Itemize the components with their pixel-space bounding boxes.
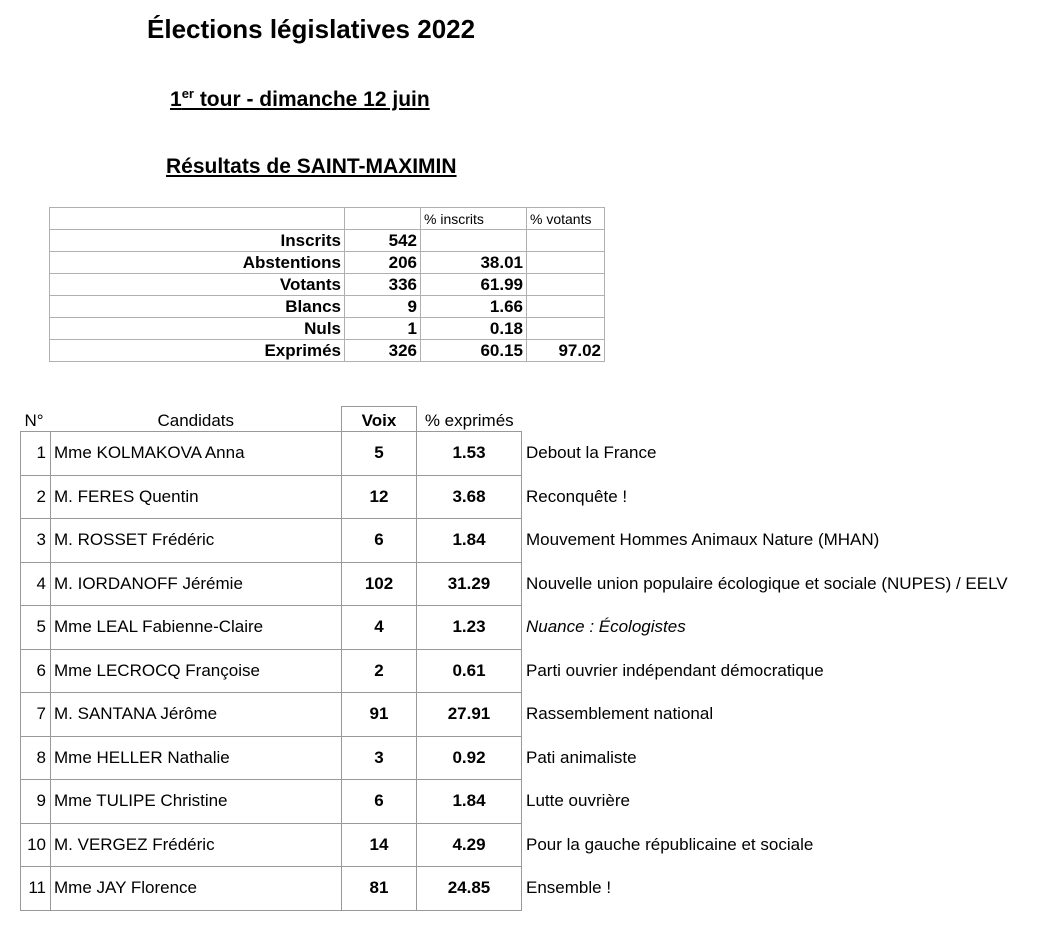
- candidate-party: Pour la gauche républicaine et sociale: [526, 834, 814, 854]
- candidate-pct: 4.29: [417, 823, 522, 867]
- participation-pct-inscrits: 60.15: [421, 340, 527, 362]
- candidate-party: Mouvement Hommes Animaux Nature (MHAN): [526, 530, 880, 550]
- candidates-header-row: [21, 407, 1012, 432]
- candidate-number: 3: [21, 519, 51, 563]
- candidate-party: Nuance : Écologistes: [526, 617, 686, 637]
- candidate-row: [21, 519, 1012, 563]
- candidate-row: [21, 475, 1012, 519]
- candidate-number: 1: [21, 432, 51, 476]
- candidate-number: 8: [21, 736, 51, 780]
- candidate-pct: 27.91: [417, 693, 522, 737]
- candidate-number: 4: [21, 562, 51, 606]
- candidate-name: M. SANTANA Jérôme: [51, 693, 342, 737]
- participation-label: Exprimés: [50, 340, 345, 362]
- candidate-party: Parti ouvrier indépendant démocratique: [526, 660, 824, 680]
- candidate-name: M. IORDANOFF Jérémie: [51, 562, 342, 606]
- participation-pct-votants: 97.02: [527, 340, 605, 362]
- participation-header-empty: [345, 208, 421, 230]
- candidate-pct: 1.23: [417, 606, 522, 650]
- participation-pct-votants: [527, 318, 605, 340]
- participation-value: 206: [345, 252, 421, 274]
- candidate-pct: 31.29: [417, 562, 522, 606]
- candidate-row: [21, 432, 1012, 476]
- participation-value: 336: [345, 274, 421, 296]
- candidate-name: M. ROSSET Frédéric: [51, 519, 342, 563]
- round-subtitle: [170, 86, 430, 112]
- candidate-name: Mme TULIPE Christine: [51, 780, 342, 824]
- candidate-name: Mme HELLER Nathalie: [51, 736, 342, 780]
- candidate-number: 9: [21, 780, 51, 824]
- candidate-row: [21, 736, 1012, 780]
- candidate-number: 11: [21, 867, 51, 911]
- participation-pct-votants: [527, 252, 605, 274]
- candidate-pct: 1.84: [417, 519, 522, 563]
- candidate-row: [21, 693, 1012, 737]
- participation-pct-inscrits: [421, 230, 527, 252]
- candidate-name: Mme LECROCQ Françoise: [51, 649, 342, 693]
- candidate-name: M. VERGEZ Frédéric: [51, 823, 342, 867]
- candidate-number: 5: [21, 606, 51, 650]
- round-ordinal: er: [181, 86, 194, 101]
- participation-table: [49, 207, 605, 362]
- participation-row: [50, 340, 605, 362]
- header-pct-exprimes: % exprimés: [424, 411, 514, 430]
- candidate-name: M. FERES Quentin: [51, 475, 342, 519]
- header-pct-votants: % votants: [527, 208, 605, 230]
- candidate-party: Lutte ouvrière: [526, 791, 630, 811]
- commune-title: Résultats de SAINT-MAXIMIN: [166, 155, 457, 178]
- participation-value: 1: [345, 318, 421, 340]
- participation-value: 9: [345, 296, 421, 318]
- candidate-row: [21, 823, 1012, 867]
- participation-row: [50, 252, 605, 274]
- candidate-row: [21, 867, 1012, 911]
- candidate-pct: 1.84: [417, 780, 522, 824]
- candidate-row: [21, 780, 1012, 824]
- candidate-number: 7: [21, 693, 51, 737]
- participation-pct-votants: [527, 296, 605, 318]
- candidate-row: [21, 606, 1012, 650]
- participation-pct-inscrits: 61.99: [421, 274, 527, 296]
- candidate-number: 2: [21, 475, 51, 519]
- participation-label: Inscrits: [50, 230, 345, 252]
- participation-label: Abstentions: [50, 252, 345, 274]
- candidate-votes: 2: [342, 649, 417, 693]
- candidate-row: [21, 562, 1012, 606]
- candidate-pct: 0.92: [417, 736, 522, 780]
- header-voix: Voix: [342, 407, 417, 432]
- participation-pct-inscrits: 38.01: [421, 252, 527, 274]
- participation-pct-votants: [527, 230, 605, 252]
- participation-row: [50, 318, 605, 340]
- candidate-pct: 3.68: [417, 475, 522, 519]
- candidate-name: Mme LEAL Fabienne-Claire: [51, 606, 342, 650]
- candidate-votes: 102: [342, 562, 417, 606]
- candidate-votes: 5: [342, 432, 417, 476]
- candidate-pct: 1.53: [417, 432, 522, 476]
- candidate-party: Nouvelle union populaire écologique et sociale (NUPES) / EELV: [526, 573, 1008, 593]
- candidate-party: Ensemble !: [526, 878, 612, 898]
- candidate-name: Mme KOLMAKOVA Anna: [51, 432, 342, 476]
- candidate-party: Pati animaliste: [526, 747, 637, 767]
- page-title: Élections législatives 2022: [147, 14, 476, 44]
- participation-label: Votants: [50, 274, 345, 296]
- candidate-number: 6: [21, 649, 51, 693]
- round-number: 1: [170, 88, 182, 111]
- candidate-votes: 81: [342, 867, 417, 911]
- candidate-votes: 12: [342, 475, 417, 519]
- header-candidates: Candidats: [157, 411, 235, 430]
- participation-header-row: [50, 208, 605, 230]
- participation-row: [50, 274, 605, 296]
- participation-row: [50, 296, 605, 318]
- candidate-name: Mme JAY Florence: [51, 867, 342, 911]
- candidate-pct: 24.85: [417, 867, 522, 911]
- header-party-empty: [522, 407, 1012, 432]
- candidate-party: Reconquête !: [526, 486, 628, 506]
- participation-row: [50, 230, 605, 252]
- candidate-votes: 14: [342, 823, 417, 867]
- participation-value: 542: [345, 230, 421, 252]
- candidate-votes: 6: [342, 780, 417, 824]
- participation-label: Blancs: [50, 296, 345, 318]
- participation-pct-inscrits: 0.18: [421, 318, 527, 340]
- participation-header-empty: [50, 208, 345, 230]
- participation-value: 326: [345, 340, 421, 362]
- round-date: tour - dimanche 12 juin: [193, 88, 430, 111]
- candidate-party: Debout la France: [526, 443, 657, 463]
- candidate-votes: 4: [342, 606, 417, 650]
- candidate-votes: 6: [342, 519, 417, 563]
- participation-pct-votants: [527, 274, 605, 296]
- candidate-row: [21, 649, 1012, 693]
- participation-label: Nuls: [50, 318, 345, 340]
- header-pct-inscrits: % inscrits: [421, 208, 527, 230]
- header-num: N°: [24, 411, 44, 430]
- candidates-table: [20, 406, 1012, 911]
- candidate-party: Rassemblement national: [526, 704, 714, 724]
- candidate-pct: 0.61: [417, 649, 522, 693]
- candidate-votes: 91: [342, 693, 417, 737]
- candidate-number: 10: [21, 823, 51, 867]
- candidate-votes: 3: [342, 736, 417, 780]
- participation-pct-inscrits: 1.66: [421, 296, 527, 318]
